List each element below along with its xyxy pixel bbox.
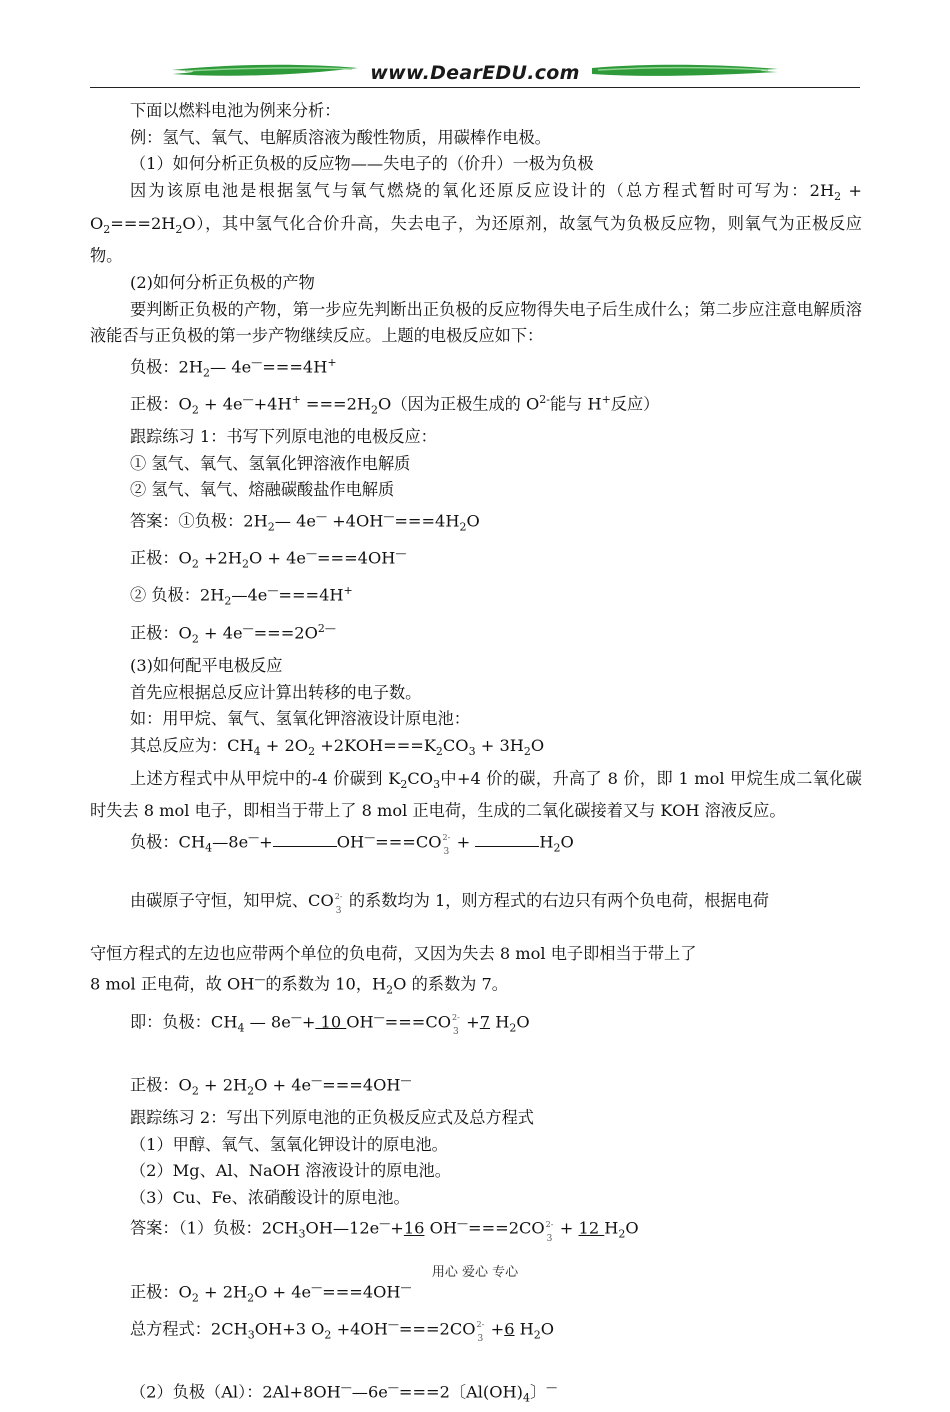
document-body	[90, 98, 862, 1412]
paragraph: 上述方程式中从甲烷中的-4 价碳到 $K_2CO_3$中+4 价的碳，升高了 8 价，即 1 mol 甲烷生成二氧化碳时失去 8 mol 电子，即相当于带上了 8 mol 正电荷，生成的二氧化碳接着又与 KOH 溶液反应。	[90, 768, 862, 821]
equation-line: （2）负极（Al）：2Al+8OH——6e—===2〔$Al(OH)_4$〕—	[130, 1381, 558, 1405]
ion-charge: 2- 3	[476, 1320, 485, 1345]
equation-line: 答案：（1）负极：$2CH_3OH—12e^—+16$ OH—===2CO 2- 3 + 12 $H_2O$	[130, 1217, 639, 1244]
text-line: ① 氢气、氧气、氢氧化钾溶液作电解质	[130, 453, 411, 473]
text-line: 下面以燃料电池为例来分析：	[130, 101, 341, 120]
equation-line: 正极：$O_2 + 4e^—===2O^{2—}$	[130, 621, 336, 646]
answer-blank[interactable]	[273, 846, 337, 847]
equation-line: 其总反应为：$CH_4 + 2O_2 +2KOH===K_2CO_3 + 3H_2O$	[130, 735, 545, 758]
green-swoosh-left	[90, 58, 360, 88]
equation-line: 正极：$O_2 + 2H_2O + 4e^—===4OH^—$	[130, 1280, 412, 1305]
ion-charge: 2- 3	[452, 1012, 460, 1037]
ion-charge: 2- 3	[545, 1219, 554, 1244]
page-footer: 用心 爱心 专心	[431, 1265, 519, 1280]
text-line: 由碳原子守恒，知甲烷、CO 2- 3 的系数均为 1，则方程式的右边只有两个负电荷，根据电荷	[130, 891, 769, 917]
text-line: 守恒方程式的左边也应带两个单位的负电荷，又因为失去 8 mol 电子即相当于带上了	[90, 943, 697, 963]
equation-line: 总方程式：$2CH_3OH+3$ $O_2 +4OH^—===2CO$ 2- 3 +6 $H_2O$	[130, 1317, 555, 1345]
site-brand: www.DearEDU.com	[370, 62, 580, 84]
text-line: ② 氢气、氧气、熔融碳酸盐作电解质	[130, 480, 395, 500]
answer-blank[interactable]	[475, 846, 539, 847]
green-swoosh-right	[590, 58, 860, 88]
equation-line: 答案：①负极：$2H_2—$ $4e^— +4OH^—===4H_2O$	[130, 510, 480, 534]
equation-line: 负极：$CH_4—8e^—+ OH^—===CO$ 2- 3 + $H_2O$	[130, 830, 574, 858]
text-line: (3)如何配平电极反应	[130, 655, 283, 675]
text-line: （3）Cu、Fe、浓硝酸设计的原电池。	[130, 1187, 410, 1207]
paragraph: 要判断正负极的产物，第一步应先判断出正负极的反应物得失电子后生成什么；第二步应注意电解质溶液能否与正负极的第一步产物继续反应。上题的电极反应如下：	[90, 299, 862, 346]
text-line: （2）Mg、Al、NaOH 溶液设计的原电池。	[130, 1161, 451, 1181]
header-divider	[90, 87, 860, 88]
text-line: （1）甲醇、氧气、氢氧化钾设计的原电池。	[130, 1134, 448, 1154]
text-line: 跟踪练习 1：书写下列原电池的电极反应：	[130, 427, 437, 447]
text-line: 首先应根据总反应计算出转移的电子数。	[130, 682, 422, 702]
equation-line: ② 负极：$2H_2—4e^—===4H^+$	[130, 584, 353, 609]
text-line: 如：用甲烷、氧气、氢氧化钾溶液设计原电池：	[130, 709, 470, 729]
text-line: （1）如何分析正负极的反应物——失电子的（价升）一极为负极	[130, 154, 594, 174]
paragraph: 因为该原电池是根据氢气与氧气燃烧的氧化还原反应设计的（总方程式暂时可写为：$2H_2 + O_2===2H_2O$），其中氢气化合价升高，失去电子，为还原剂，故氢气为负极反应物，则氧气为正极反应物。	[90, 180, 862, 266]
equation-line: 正极：$O_2 + 2H_2O + 4e^—===4OH^—$	[130, 1073, 412, 1098]
equation-line: 即：负极：$CH_4$ — 8e—+ 10 OH—===CO 2- 3 +7 $H_2O$	[130, 1010, 530, 1037]
text-line: 跟踪练习 2：写出下列原电池的正负极反应式及总方程式	[130, 1108, 534, 1127]
equation-line: 正极：$O_2 +2H_2O + 4e^—===4OH^—$	[130, 547, 407, 571]
text-line: 8 mol 正电荷，故 OH—的系数为 10，$H_2O$ 的系数为 7。	[90, 973, 508, 997]
text-line: 例：氢气、氧气、电解质溶液为酸性物质，用碳棒作电极。	[130, 127, 551, 147]
equation-line: 负极：$2H_2—$ 4e—===4H+	[130, 355, 337, 380]
equation-line: 正极：$O_2 + 4e^—+4H^+ ===2H_2O$（因为正极生成的 $O^{2-}$能与 H+反应）	[130, 393, 660, 417]
text-line: (2)如何分析正负极的产物	[130, 273, 315, 293]
page-header	[90, 58, 860, 90]
ion-charge: 2- 3	[334, 892, 343, 917]
ion-charge: 2- 3	[442, 833, 451, 858]
